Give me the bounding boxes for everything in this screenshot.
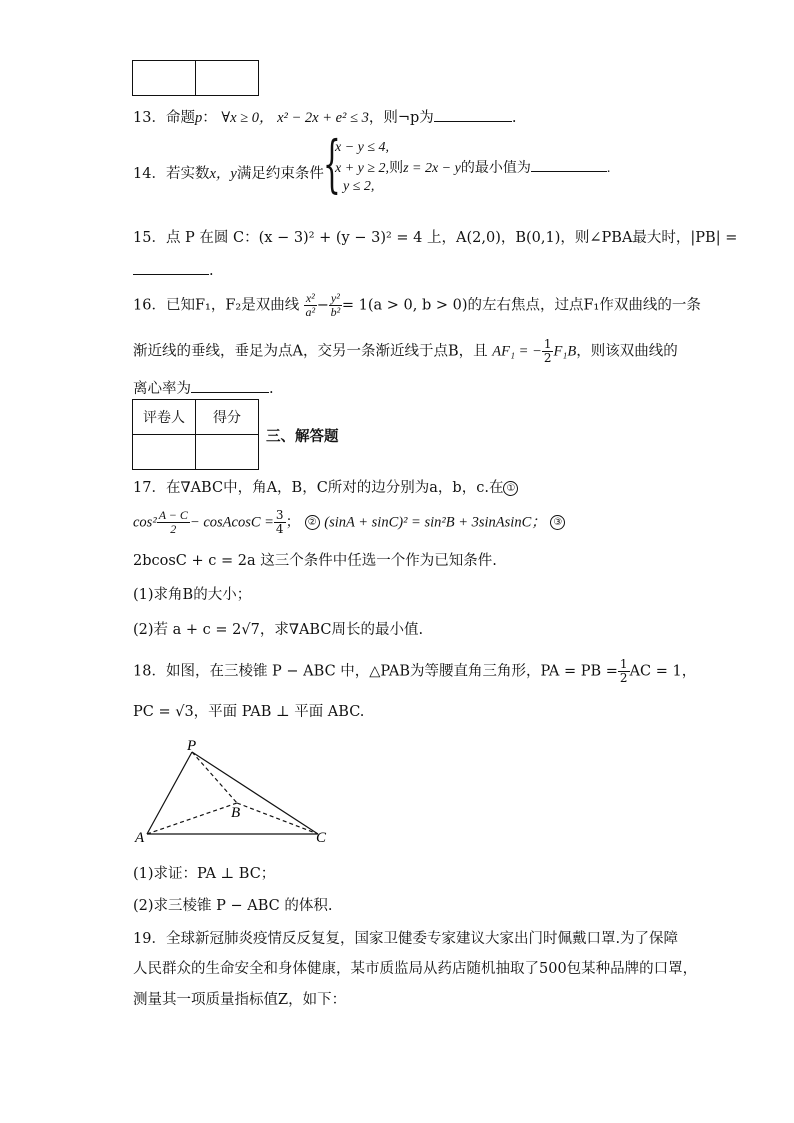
q16-part2: = 1(a > 0, b > 0)的左右焦点，过点F₁作双曲线的一条 <box>341 297 701 314</box>
question-15 <box>133 226 737 247</box>
top-table-cell-2 <box>196 61 259 96</box>
q15-answer-line: . <box>133 260 214 279</box>
question-19-line-1: 19．全球新冠肺炎疫情反反复复，国家卫健委专家建议大家出门时佩戴口罩.为了保障 <box>133 931 679 947</box>
q17-part-2: (2)若 a + c = 2√7，求∇ABC周长的最小值. <box>133 622 424 638</box>
q16-line3: 离心率为 . <box>133 377 274 398</box>
q18-line2: PC = √3，平面 PAB ⊥ 平面 ABC. <box>133 704 365 720</box>
q13-end: . <box>511 110 517 126</box>
edge-pc <box>192 752 318 834</box>
q16-vector-f1b: F₁B <box>553 343 577 360</box>
top-score-table <box>132 60 259 96</box>
q14-constraint-1: x − y ≤ 4, <box>335 140 390 155</box>
top-table-cell-1 <box>133 61 196 96</box>
q16-line2 <box>133 338 678 365</box>
question-17: 17．在∇ABC中，角A，B，C所对的边分别为a，b，c.在 ① <box>133 476 518 497</box>
q17-frac-34: $\frac{3}{4}$ <box>275 508 284 537</box>
edge-ab <box>147 803 237 834</box>
q17-option-2-marker: ② <box>305 515 320 530</box>
q17-line2: cos² $\frac{A - C}{2}$ − cosAcosC = $\frac{3}{4}$ ； ② (sinA + sinC)² = sin²B + 3sinAsinC； ③ <box>133 509 565 536</box>
q16-frac-y: $\frac{\text{y²}}{\text{b²}}$ <box>330 291 341 320</box>
q16-vector-af1: AF₁ = − <box>492 343 542 360</box>
q16-answer-blank[interactable] <box>191 378 269 393</box>
grader-cell[interactable] <box>133 435 196 470</box>
q18-frac-half: $\frac{1}{2}$ <box>619 657 628 686</box>
q18-part-2: (2)求三棱锥 P − ABC 的体积. <box>133 898 333 914</box>
q13-colon: ： <box>202 110 217 126</box>
q14-objective: z = 2x − y <box>403 161 461 176</box>
q13-rest: ，则¬p为 <box>368 110 434 126</box>
question-19-line-2: 人民群众的生命安全和身体健康，某市质监局从药店随机抽取了500包某种品牌的口罩， <box>133 961 698 977</box>
q16-frac-half: $\frac{1}{2}$ <box>543 337 552 366</box>
q14-prefix: 14．若实数 <box>133 166 210 182</box>
q14-constraint-3: y ≤ 2, <box>343 179 375 194</box>
question-16: 16．已知F₁，F₂是双曲线 $\frac{\text{x²}}{\text{a²}}$ − $\frac{\text{y²}}{\text{b²}}$ = 1(a > 0, b > 0)的左右焦点，过点F₁作双曲线的一条 <box>133 291 701 320</box>
q16-line2a: 渐近线的垂线，垂足为点A，交另一条渐近线于点B，且 <box>133 343 488 360</box>
q17-line3: 2bcosC + c = 2a 这三个条件中任选一个作为已知条件. <box>133 553 497 569</box>
label-c: C <box>316 830 327 846</box>
q13-p: p <box>194 110 203 126</box>
q13-prefix: 13．命题 <box>133 110 195 126</box>
q17-option-3-marker: ③ <box>550 515 565 530</box>
q13-math: ∀x ≥ 0， x² − 2x + e² ≤ 3 <box>221 110 369 126</box>
q17-frac-ac: $\frac{A - C}{2}$ <box>158 508 188 537</box>
q15-text: 15．点 P 在圆 C：(x − 3)² + (y − 3)² = 4 上，A(2,0)，B(0,1)，则∠PBA最大时，|PB| = <box>133 230 738 246</box>
q17-condition-2: (sinA + sinC)² = sin²B + 3sinAsinC； <box>324 514 546 531</box>
q14-answer-blank[interactable] <box>531 157 607 172</box>
q17-part-1: (1)求角B的大小； <box>133 587 252 603</box>
q14-vars: x，y <box>209 166 237 182</box>
q14-text3: 的最小值为 <box>460 161 531 176</box>
question-19-line-3: 测量其一项质量指标值Z，如下： <box>133 992 347 1008</box>
section-title: 三、解答题 <box>266 429 339 445</box>
q18-tetrahedron-figure <box>130 738 350 848</box>
q14-text1: 满足约束条件 <box>236 166 324 182</box>
q14-text2: 则 <box>389 161 404 176</box>
q13-answer-blank[interactable] <box>434 107 512 122</box>
q14-constraint-2: x + y ≥ 2,则z = 2x − y的最小值为 . <box>335 157 610 178</box>
question-13 <box>133 106 516 127</box>
grader-header: 评卷人 <box>133 400 196 435</box>
label-b: B <box>231 805 241 821</box>
q16-part1: 16．已知F₁，F₂是双曲线 <box>133 297 300 314</box>
q15-answer-blank[interactable] <box>133 260 209 275</box>
q18-part-1: (1)求证：PA ⊥ BC； <box>133 866 276 882</box>
score-cell[interactable] <box>196 435 259 470</box>
q14-brace: { <box>323 127 341 200</box>
q16-line2b: ，则该双曲线的 <box>576 343 678 360</box>
q14-constraints <box>335 139 610 196</box>
grader-score-table <box>132 399 259 470</box>
edge-pa <box>147 752 192 834</box>
q17-option-1-marker: ① <box>503 481 518 496</box>
score-header: 得分 <box>196 400 259 435</box>
label-a: A <box>135 830 145 846</box>
question-14 <box>133 162 324 183</box>
q16-frac-x: $\frac{\text{x²}}{\text{a²}}$ <box>305 291 316 320</box>
label-p: P <box>187 738 197 754</box>
question-18: 18．如图，在三棱锥 P − ABC 中，△PAB为等腰直角三角形，PA = PB = $\frac{1}{2}$ AC = 1， <box>133 657 697 686</box>
